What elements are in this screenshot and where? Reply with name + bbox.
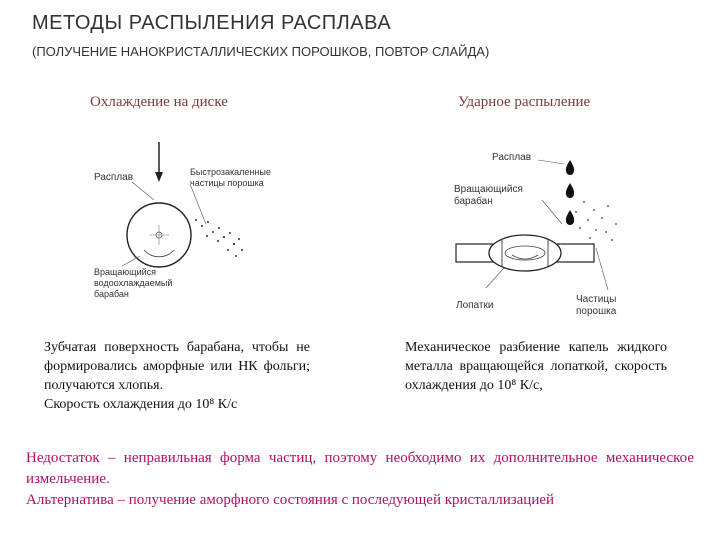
bottom-note (26, 448, 694, 511)
rotating-drum (456, 235, 594, 271)
label-particles-1: Частицы (576, 294, 617, 305)
spray-particles (195, 219, 243, 257)
label-drum-3: барабан (94, 289, 129, 299)
rotation-arrow-icon (144, 250, 174, 257)
left-description (44, 338, 310, 414)
right-heading: Ударное распыление (458, 94, 591, 110)
right-description-text: Механическое разбиение капель жидкого металла вращающейся лопаткой, скорость охлаждения до 10⁸ К/с, (405, 340, 667, 393)
label-melt: Расплав (94, 172, 134, 183)
alternative-text: Альтернатива – получение аморфного состояния с последующей кристаллизацией (26, 492, 555, 508)
left-heading: Охлаждение на диске (90, 94, 228, 110)
droplet-icon (566, 183, 574, 198)
droplet-icon (566, 160, 574, 175)
scattered-particles (575, 201, 617, 241)
label-particles-1: Быстрозакаленные (190, 167, 271, 177)
label-drum-2: барабан (454, 196, 493, 207)
page-title: МЕТОДЫ РАСПЫЛЕНИЯ РАСПЛАВА (32, 12, 392, 34)
melt-droplets (566, 160, 574, 225)
label-blades: Лопатки (456, 300, 494, 311)
label-drum-1: Вращающийся (94, 267, 157, 277)
impact-spraying-diagram (446, 140, 656, 322)
label-drum-1: Вращающийся (454, 184, 523, 195)
label-melt: Расплав (492, 152, 532, 163)
label-particles-2: частицы порошка (190, 178, 264, 188)
right-description (405, 338, 667, 395)
label-particles-2: порошка (576, 306, 617, 317)
disk-cooling-diagram (92, 142, 300, 310)
left-description-text: Зубчатая поверхность барабана, чтобы не формировались аморфные или НК фольги; получаются хлопья. (44, 340, 310, 393)
left-cooling-rate: Скорость охлаждения до 10⁸ К/с (44, 397, 238, 412)
melt-arrow-icon (155, 172, 163, 182)
label-drum-2: водоохлаждаемый (94, 278, 173, 288)
drawback-text: Недостаток – неправильная форма частиц, поэтому необходимо их дополнительное механическое измельчение. (26, 450, 694, 487)
page-subtitle: (ПОЛУЧЕНИЕ НАНОКРИСТАЛЛИЧЕСКИХ ПОРОШКОВ, ПОВТОР СЛАЙДА) (32, 44, 490, 59)
droplet-icon (566, 210, 574, 225)
